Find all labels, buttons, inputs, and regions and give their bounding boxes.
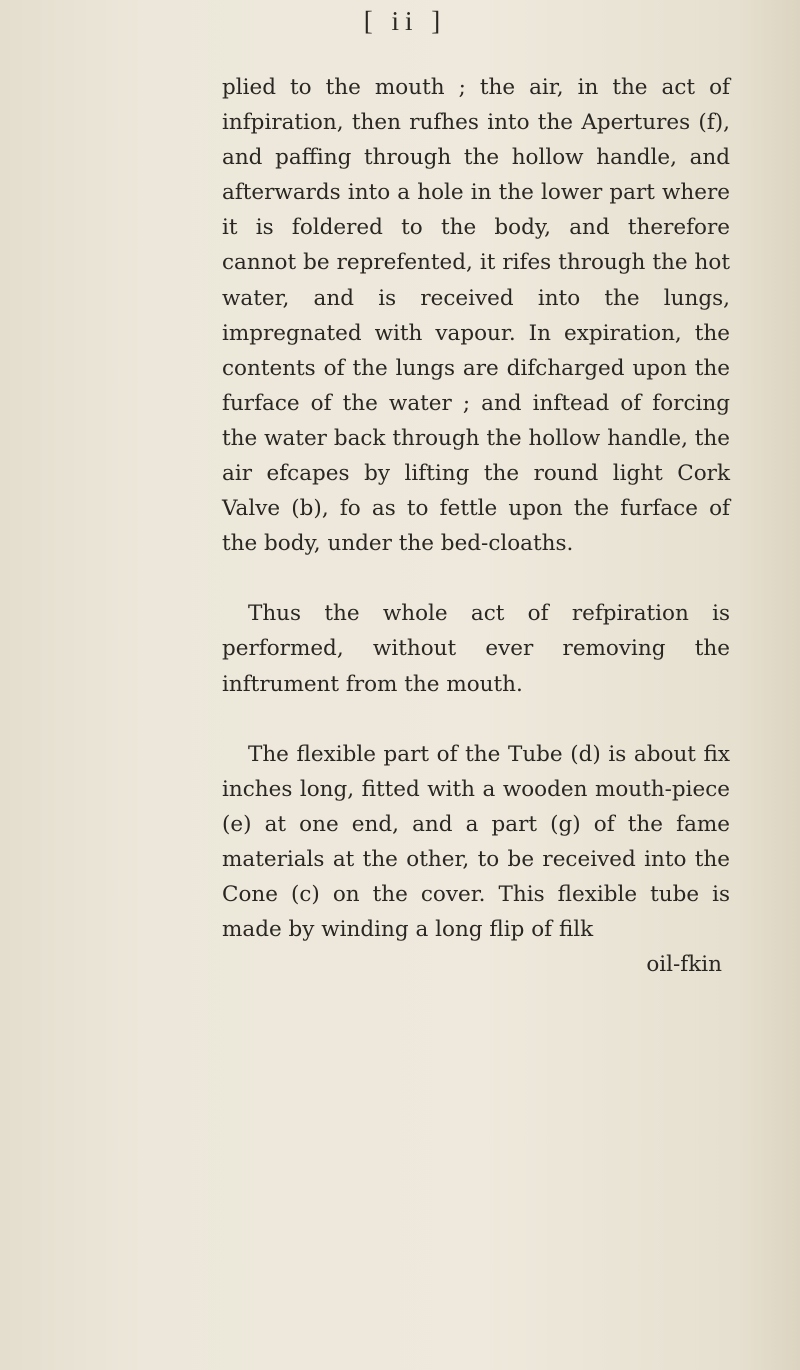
paragraph-gap xyxy=(222,702,730,737)
paragraph-gap xyxy=(222,561,730,596)
paragraph-3: The flexible part of the Tube (d) is about fix inches long, fitted with a wooden mouth-piece (e) at one end, and a part (g) of the fame materials at the other, to be received into the Cone (c) on the cover. This flexible tube is made by winding a long flip of filk xyxy=(222,741,730,943)
page-number: [ ii ] xyxy=(363,6,447,36)
paragraph-2: Thus the whole act of refpiration is performed, without ever removing the inftrument from the mouth. xyxy=(222,601,730,697)
paragraph-1: plied to the mouth ; the air, in the act of infpiration, then rufhes into the Apertures (f), and paffing through the hollow handle, and afterwards into a hole in the lower part where it is foldered to the body, and therefore cannot be reprefented, it rifes through the hot water, and is received into the lungs, impregnated with vapour. In expiration, the contents of the lungs are difcharged upon the furface of the water ; and inftead of forcing the water back through the hollow handle, the air efcapes by lifting the round light Cork Valve (b), fo as to fettle upon the furface of the body, under the bed-cloaths. xyxy=(222,75,730,557)
catchword: oil-fkin xyxy=(646,952,722,978)
text-block xyxy=(222,70,730,982)
